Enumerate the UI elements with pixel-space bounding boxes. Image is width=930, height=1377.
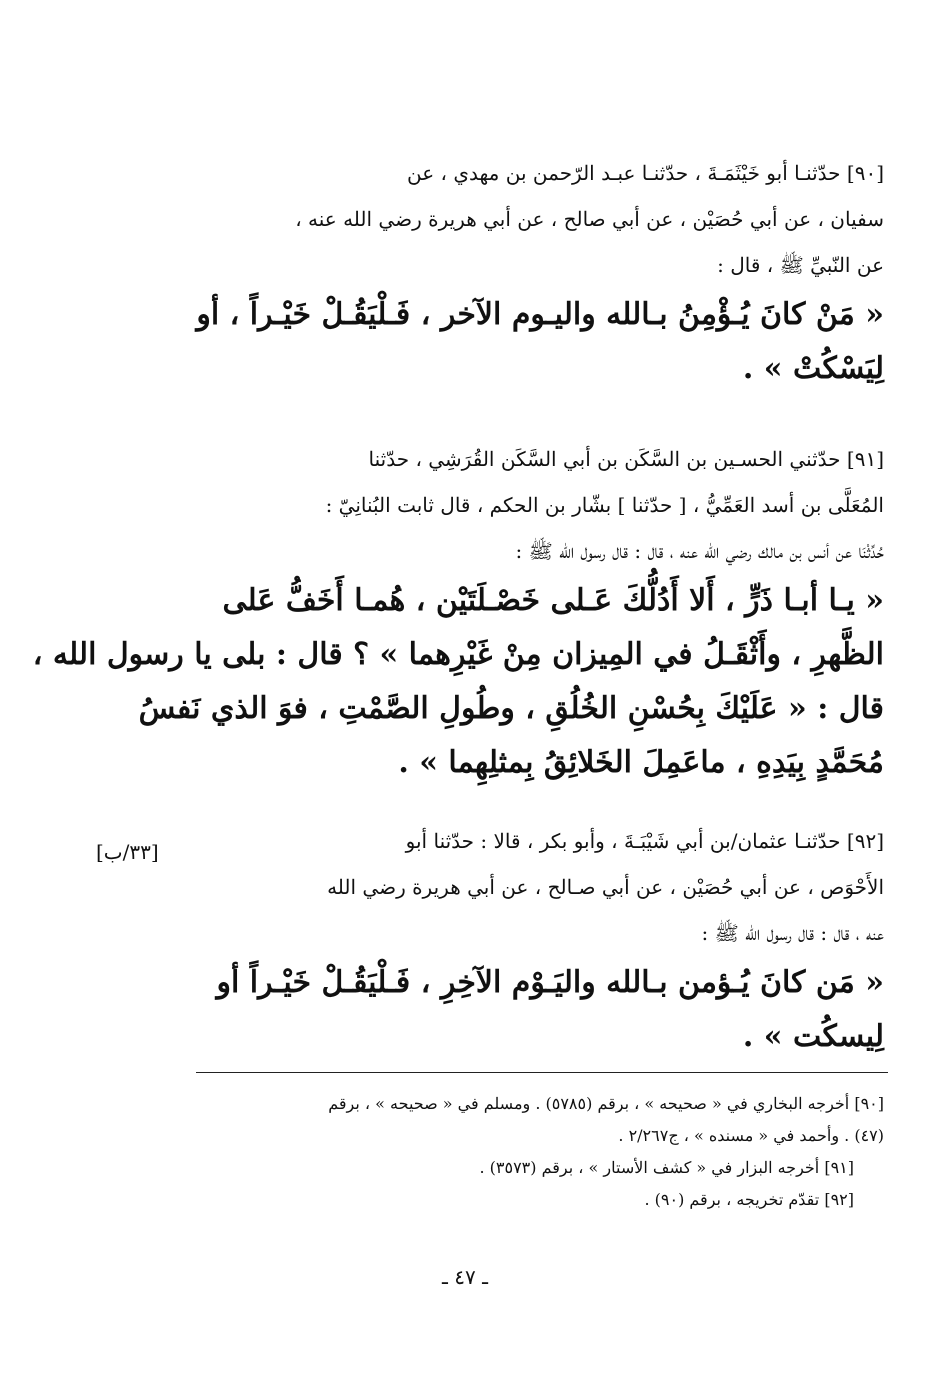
text-line: عنه ، قال : قال رسول الله ﷺ : <box>701 921 884 945</box>
footnote-line: [٩٢] تقدّم تخريجه ، برقم (٩٠) . <box>644 1190 854 1209</box>
text-line: لِيسكُت » . <box>742 1019 884 1054</box>
hadith-92 <box>196 818 884 1064</box>
text-line: « مَنْ كانَ يُـؤْمِنُ بـالله واليـوم الآخر ، فَـلْيَقُـلْ خَيْـراً ، أو <box>196 297 884 332</box>
text-line: [٩٠] حدّثنـا أبو خَيْثَمَـةَ ، حدّثنـا عبـد الرّحمن بن مهدي ، عن <box>406 161 884 185</box>
page-number: ـ ٤٧ ـ <box>442 1265 488 1289</box>
text-line: [٩١] حدّثني الحسـين بن السَّكَن بن أبي السَّكَن القُرَشِي ، حدّثنا <box>368 447 884 471</box>
text-line: مُحَمَّدٍ بِيَدِهِ ، ماعَمِلَ الخَلائِقُ بِمثلِهِما » . <box>398 745 884 780</box>
text-line: لِيَسْكُتْ » . <box>742 351 884 386</box>
footnotes <box>196 1088 884 1216</box>
hadith-91-matn <box>32 574 884 790</box>
hadith-90-matn <box>196 288 884 396</box>
footnote-line: [٩٠] أخرجه البخاري في « صحيحه » ، برقم (٥٧٨٥) . ومسلم في « صحيحه » ، برقم <box>328 1094 884 1113</box>
text-line: قال : « عَلَيْكَ بِحُسْنِ الخُلُقِ ، وطُولِ الصَّمْتِ ، فوَ الذي نَفسُ <box>138 691 884 726</box>
text-line: المُعَلَّى بن أسد العَمِّيُّ ، [ حدّثنا ] بشّار بن الحكم ، قال ثابت البُنانِيّ : <box>325 493 884 517</box>
text-line: سفيان ، عن أبي حُصَيْن ، عن أبي صالح ، عن أبي هريرة رضي الله عنه ، <box>295 207 884 231</box>
text-line: الأَحْوَص ، عن أبي حُصَيْن ، عن أبي صـالح ، عن أبي هريرة رضي الله <box>327 875 884 899</box>
text-line: « يـا أبـا ذَرٍّ ، أَلا أَدُلُّكَ عَـلى خَصْـلَتَيْن ، هُمـا أَخَفُّ عَلى <box>222 583 884 618</box>
hadith-91-isnad <box>196 436 884 574</box>
text-line: عن النّبيِّ ﷺ ، قال : <box>717 253 884 277</box>
text-line: الظَّهرِ ، وأَثْقَـلُ في المِيزان مِنْ غَيْرِهما » ؟ قال : بلى يا رسول الله ، <box>32 637 884 672</box>
footnote-line: (٤٧) . وأحمد في « مسنده » ، ج٢/٢٦٧ . <box>618 1126 884 1145</box>
text-line: [٩٢] حدّثنـا عثمان/بن أبي شَيْبَـةَ ، وأبو بكر ، قالا : حدّثنا أبو <box>405 829 884 853</box>
hadith-91 <box>32 436 884 790</box>
manuscript-folio-marker: [٣٣/ب] <box>96 840 159 864</box>
text-line: حُدِّثْنَا عن أنس بن مالك رضي الله عنه ، قال : قال رسول الله ﷺ : <box>515 539 884 563</box>
hadith-90 <box>196 150 884 396</box>
hadith-92-isnad <box>196 818 884 956</box>
text-line: « مَن كانَ يُـؤمن بـالله واليَـوْم الآخِرِ ، فَـلْيَقُـلْ خَيْـراً أو <box>216 965 884 1000</box>
footnote-line: [٩١] أخرجه البزار في « كشف الأستار » ، برقم (٣٥٧٣) . <box>479 1158 854 1177</box>
hadith-90-isnad <box>196 150 884 288</box>
hadith-92-matn <box>196 956 884 1064</box>
footnote-divider <box>196 1072 888 1073</box>
